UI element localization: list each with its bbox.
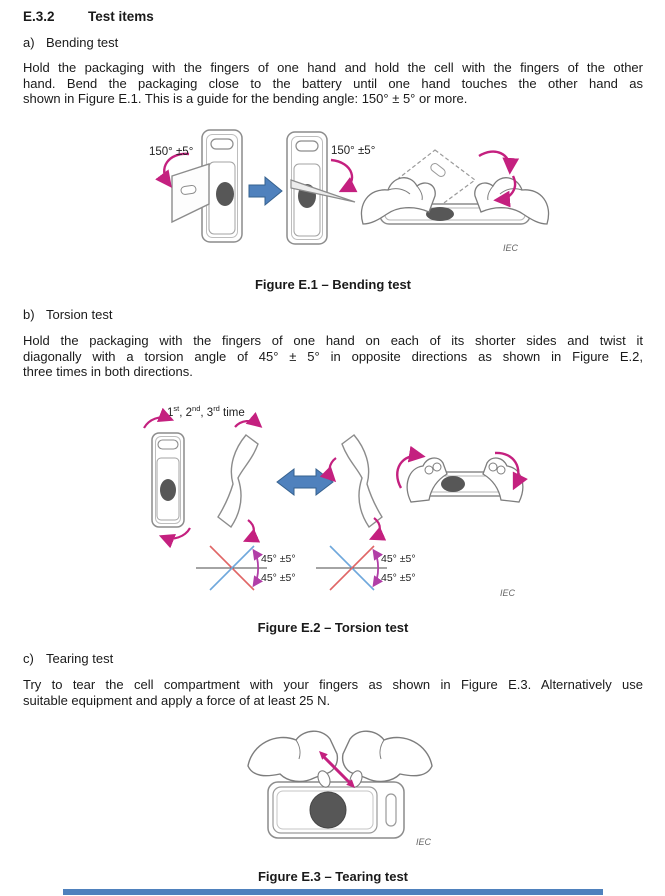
both-directions-arrow-icon bbox=[277, 469, 333, 495]
paragraph-tearing bbox=[23, 677, 643, 708]
item-b-label: b) bbox=[23, 307, 35, 322]
package-tearing bbox=[268, 782, 404, 838]
angle-label: 45° ±5° bbox=[381, 572, 416, 584]
paragraph-line: Hold the packaging with the fingers of one hand and hold the cell with the fingers of the other bbox=[23, 60, 643, 75]
twist-arrow-icon bbox=[163, 528, 190, 539]
package-twisted bbox=[218, 435, 258, 527]
angle-diagram-left bbox=[196, 546, 296, 590]
section-heading bbox=[23, 8, 154, 26]
twist-arrow-icon bbox=[144, 417, 170, 428]
torsion-sequence-label: 1st, 2nd, 3rd time bbox=[167, 404, 245, 419]
section-number: E.3.2 bbox=[23, 9, 55, 24]
angle-label: 45° ±5° bbox=[261, 572, 296, 584]
twist-arrow-icon bbox=[247, 520, 254, 540]
paragraph-line: diagonally with a torsion angle of 45° ± 5° in opposite directions as shown in Figure E.2, bbox=[23, 348, 643, 364]
coin-cell bbox=[310, 792, 346, 828]
figure-e1-illustration bbox=[145, 126, 565, 256]
fold-arrow-icon bbox=[479, 152, 510, 170]
paragraph-line: shown in Figure E.1. This is a guide for the bending angle: 150° ± 5° or more. bbox=[23, 91, 468, 106]
paragraph-line: Hold the packaging with the fingers of one hand on each of its shorter sides and twist it bbox=[23, 333, 643, 348]
item-c-label: c) bbox=[23, 651, 34, 666]
item-a-title: Bending test bbox=[46, 35, 119, 50]
paragraph-line: hand. Bend the packaging close to the battery until one hand touches the other hand as bbox=[23, 75, 643, 91]
item-a-heading bbox=[23, 35, 118, 50]
angle-diagram-right bbox=[316, 546, 416, 590]
item-b-title: Torsion test bbox=[46, 307, 113, 322]
coin-cell bbox=[441, 476, 465, 492]
item-c-heading bbox=[23, 651, 113, 666]
angle-label: 45° ±5° bbox=[381, 553, 416, 565]
paragraph-bending bbox=[23, 60, 643, 107]
hands-twisting bbox=[407, 458, 523, 502]
package-twisted-opposite bbox=[342, 435, 382, 527]
figure-e3-illustration bbox=[240, 726, 440, 856]
coin-cell bbox=[216, 182, 234, 206]
hands-tearing bbox=[248, 731, 432, 789]
figure-e1-caption: Figure E.1 – Bending test bbox=[254, 277, 412, 292]
package-flat bbox=[152, 433, 184, 527]
angle-label: 150° ±5° bbox=[331, 145, 376, 157]
figure-e2-caption: Figure E.2 – Torsion test bbox=[257, 620, 409, 635]
angle-label: 150° ±5° bbox=[149, 146, 194, 158]
angle-label: 45° ±5° bbox=[261, 553, 296, 565]
item-b-heading bbox=[23, 307, 112, 322]
twist-arrow-icon bbox=[329, 458, 336, 479]
item-c-title: Tearing test bbox=[46, 651, 114, 666]
item-a-label: a) bbox=[23, 35, 35, 50]
iec-credit: IEC bbox=[500, 588, 516, 598]
next-step-arrow-icon bbox=[249, 177, 282, 205]
figure-e2-illustration bbox=[140, 400, 540, 600]
hands-bending bbox=[361, 150, 548, 224]
paragraph-line: Try to tear the cell compartment with your fingers as shown in Figure E.3. Alternatively use bbox=[23, 677, 643, 692]
paragraph-torsion bbox=[23, 333, 643, 380]
bend-arrow-icon bbox=[331, 160, 352, 190]
paragraph-line: three times in both directions. bbox=[23, 364, 193, 379]
coin-cell bbox=[160, 479, 176, 501]
section-title: Test items bbox=[88, 9, 154, 24]
bottom-blue-bar bbox=[63, 889, 603, 895]
iec-credit: IEC bbox=[503, 243, 519, 253]
iec-credit: IEC bbox=[416, 837, 432, 847]
paragraph-line: suitable equipment and apply a force of at least 25 N. bbox=[23, 692, 331, 708]
figure-e3-caption: Figure E.3 – Tearing test bbox=[257, 869, 409, 884]
twist-arrow-icon bbox=[235, 421, 259, 427]
